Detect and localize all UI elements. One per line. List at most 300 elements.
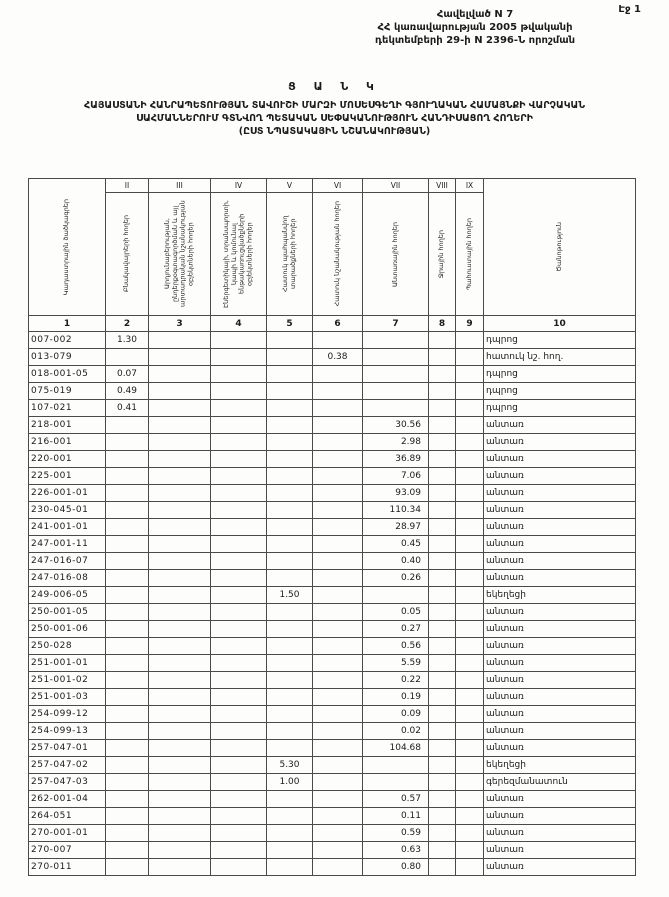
area-value-cell (149, 638, 211, 655)
column-number-9: 9 (456, 316, 484, 332)
area-value-cell (211, 825, 267, 842)
note-cell: անտառ (484, 434, 636, 451)
note-cell: անտառ (484, 451, 636, 468)
note-cell: եկեղեցի (484, 587, 636, 604)
cadastral-code-cell: 249-006-05 (29, 587, 106, 604)
column-number-4: 4 (211, 316, 267, 332)
column-header-codes (29, 179, 106, 316)
note-cell: անտառ (484, 842, 636, 859)
area-value-cell (456, 791, 484, 808)
table-row (29, 621, 636, 638)
area-value-cell: 0.38 (313, 349, 363, 366)
area-value-cell: 0.05 (363, 604, 429, 621)
table-row (29, 638, 636, 655)
area-value-cell (456, 400, 484, 417)
area-value-cell: 1.50 (267, 587, 313, 604)
area-value-cell (267, 808, 313, 825)
area-value-cell (149, 689, 211, 706)
table-row (29, 672, 636, 689)
cadastral-code-cell: 216-001 (29, 434, 106, 451)
cadastral-code-cell: 257-047-02 (29, 757, 106, 774)
area-value-cell (456, 468, 484, 485)
column-header-reserve-label: Պահուստային հողեր (464, 217, 473, 291)
area-value-cell (211, 349, 267, 366)
area-value-cell (313, 536, 363, 553)
column-header-reserve (456, 193, 484, 316)
note-cell: գերեզմանատուն (484, 774, 636, 791)
area-value-cell (429, 536, 456, 553)
area-value-cell (149, 451, 211, 468)
column-header-industry-label: Արդյունաբերության, ընդերքօգտագործման և այլ արտադրական նշանակության օբյեկտների հողեր (162, 200, 195, 308)
area-value-cell (211, 502, 267, 519)
roman-numeral-3: III (149, 179, 211, 193)
area-value-cell (211, 400, 267, 417)
area-value-cell (429, 689, 456, 706)
table-row (29, 332, 636, 349)
cadastral-code-cell: 250-001-06 (29, 621, 106, 638)
table-row (29, 791, 636, 808)
cadastral-code-cell: 270-001-01 (29, 825, 106, 842)
area-value-cell (211, 451, 267, 468)
area-value-cell (363, 349, 429, 366)
area-value-cell: 28.97 (363, 519, 429, 536)
document-title (4, 100, 665, 138)
cadastral-code-cell: 018-001-05 (29, 366, 106, 383)
area-value-cell (106, 349, 149, 366)
area-value-cell (456, 553, 484, 570)
area-value-cell (211, 536, 267, 553)
area-value-cell (456, 570, 484, 587)
area-value-cell (429, 485, 456, 502)
table-row (29, 757, 636, 774)
area-value-cell (211, 655, 267, 672)
table-row (29, 468, 636, 485)
area-value-cell (267, 689, 313, 706)
area-value-cell (429, 791, 456, 808)
area-value-cell (267, 859, 313, 876)
area-value-cell (211, 689, 267, 706)
area-value-cell (211, 706, 267, 723)
area-value-cell: 0.09 (363, 706, 429, 723)
area-value-cell (106, 468, 149, 485)
area-value-cell (267, 791, 313, 808)
area-value-cell (211, 519, 267, 536)
area-value-cell (106, 434, 149, 451)
area-value-cell (429, 383, 456, 400)
note-cell: հատուկ նշ. հող. (484, 349, 636, 366)
area-value-cell (149, 808, 211, 825)
area-value-cell (429, 604, 456, 621)
column-header-note (484, 179, 636, 316)
area-value-cell (313, 825, 363, 842)
area-value-cell (313, 638, 363, 655)
area-value-cell (267, 349, 313, 366)
area-value-cell (149, 536, 211, 553)
area-value-cell (267, 485, 313, 502)
area-value-cell (429, 774, 456, 791)
area-value-cell (267, 434, 313, 451)
area-value-cell (456, 383, 484, 400)
cadastral-code-cell: 251-001-02 (29, 672, 106, 689)
area-value-cell (106, 859, 149, 876)
page-number-label: Էջ 1 (618, 4, 641, 15)
cadastral-code-cell: 247-001-11 (29, 536, 106, 553)
area-value-cell (211, 383, 267, 400)
area-value-cell (313, 468, 363, 485)
column-number-6: 6 (313, 316, 363, 332)
cadastral-code-cell: 226-001-01 (29, 485, 106, 502)
area-value-cell (429, 621, 456, 638)
area-value-cell (106, 502, 149, 519)
table-row (29, 706, 636, 723)
area-value-cell (267, 519, 313, 536)
roman-numeral-4: IV (211, 179, 267, 193)
area-value-cell (313, 485, 363, 502)
area-value-cell: 93.09 (363, 485, 429, 502)
area-value-cell (149, 332, 211, 349)
area-value-cell (456, 349, 484, 366)
table-row (29, 434, 636, 451)
area-value-cell (313, 859, 363, 876)
area-value-cell (429, 706, 456, 723)
area-value-cell (149, 434, 211, 451)
area-value-cell (313, 723, 363, 740)
note-cell: անտառ (484, 791, 636, 808)
area-value-cell (267, 621, 313, 638)
area-value-cell (149, 468, 211, 485)
area-value-cell (313, 519, 363, 536)
area-value-cell (429, 672, 456, 689)
area-value-cell (456, 519, 484, 536)
area-value-cell (211, 366, 267, 383)
table-row (29, 349, 636, 366)
area-value-cell (313, 502, 363, 519)
cadastral-code-cell: 254-099-12 (29, 706, 106, 723)
area-value-cell (456, 434, 484, 451)
area-value-cell (456, 417, 484, 434)
area-value-cell (149, 621, 211, 638)
area-value-cell (267, 332, 313, 349)
column-header-protected-label: Հատուկ պահպանվող տարածքների հողեր (280, 215, 297, 293)
column-header-infrastructure (211, 193, 267, 316)
column-number-10: 10 (484, 316, 636, 332)
area-value-cell (456, 451, 484, 468)
area-value-cell (429, 638, 456, 655)
table-row (29, 604, 636, 621)
cadastral-code-cell: 075-019 (29, 383, 106, 400)
area-value-cell (456, 604, 484, 621)
area-value-cell (149, 655, 211, 672)
roman-numeral-row (29, 179, 636, 193)
area-value-cell (149, 587, 211, 604)
area-value-cell: 0.02 (363, 723, 429, 740)
column-header-settlement (106, 193, 149, 316)
area-value-cell (429, 451, 456, 468)
column-header-special (313, 193, 363, 316)
area-value-cell (211, 723, 267, 740)
area-value-cell (149, 842, 211, 859)
cadastral-code-cell: 107-021 (29, 400, 106, 417)
table-row (29, 842, 636, 859)
area-value-cell (429, 740, 456, 757)
column-header-codes-label: Կադաստրային ծածկագրեր (62, 198, 71, 296)
area-value-cell (456, 485, 484, 502)
area-value-cell (429, 859, 456, 876)
cadastral-code-cell: 007-002 (29, 332, 106, 349)
area-value-cell (456, 774, 484, 791)
area-value-cell (456, 638, 484, 655)
area-value-cell (313, 740, 363, 757)
note-cell: անտառ (484, 553, 636, 570)
area-value-cell (429, 553, 456, 570)
area-value-cell (106, 417, 149, 434)
cadastral-code-cell: 241-001-01 (29, 519, 106, 536)
table-row (29, 740, 636, 757)
cadastral-code-cell: 250-028 (29, 638, 106, 655)
area-value-cell (363, 757, 429, 774)
area-value-cell (106, 740, 149, 757)
area-value-cell: 0.57 (363, 791, 429, 808)
area-value-cell (267, 723, 313, 740)
area-value-cell (429, 417, 456, 434)
table-row (29, 502, 636, 519)
cadastral-code-cell: 247-016-07 (29, 553, 106, 570)
cadastral-code-cell: 257-047-01 (29, 740, 106, 757)
note-cell: անտառ (484, 604, 636, 621)
note-cell: անտառ (484, 825, 636, 842)
column-header-note-label: Ծանոթություն (554, 222, 563, 272)
area-value-cell (106, 791, 149, 808)
area-value-cell (106, 621, 149, 638)
cadastral-code-cell: 270-007 (29, 842, 106, 859)
area-value-cell (429, 587, 456, 604)
area-value-cell (211, 672, 267, 689)
area-value-cell (429, 842, 456, 859)
cadastral-code-cell: 270-011 (29, 859, 106, 876)
area-value-cell (363, 587, 429, 604)
area-value-cell (149, 383, 211, 400)
area-value-cell: 5.30 (267, 757, 313, 774)
area-value-cell (106, 485, 149, 502)
note-cell: անտառ (484, 740, 636, 757)
area-value-cell (429, 434, 456, 451)
cadastral-code-cell: 257-047-03 (29, 774, 106, 791)
area-value-cell (456, 706, 484, 723)
area-value-cell (456, 587, 484, 604)
area-value-cell (313, 553, 363, 570)
area-value-cell (456, 502, 484, 519)
table-row (29, 570, 636, 587)
land-table-body (29, 332, 636, 876)
area-value-cell (313, 655, 363, 672)
area-value-cell (313, 774, 363, 791)
column-header-forest-label: Անտառային հողեր (390, 221, 399, 287)
note-cell: անտառ (484, 468, 636, 485)
cadastral-code-cell: 225-001 (29, 468, 106, 485)
area-value-cell (313, 621, 363, 638)
area-value-cell: 0.11 (363, 808, 429, 825)
cadastral-code-cell: 251-001-01 (29, 655, 106, 672)
area-value-cell (456, 672, 484, 689)
area-value-cell (149, 349, 211, 366)
cadastral-code-cell: 264-051 (29, 808, 106, 825)
area-value-cell (267, 366, 313, 383)
cadastral-code-cell: 250-001-05 (29, 604, 106, 621)
area-value-cell (211, 740, 267, 757)
column-number-8: 8 (429, 316, 456, 332)
note-cell: անտառ (484, 655, 636, 672)
note-cell: անտառ (484, 485, 636, 502)
area-value-cell (106, 604, 149, 621)
area-value-cell (149, 400, 211, 417)
area-value-cell: 0.19 (363, 689, 429, 706)
column-header-special-label: Հատուկ նշանակության հողեր (332, 201, 341, 307)
area-value-cell (313, 808, 363, 825)
area-value-cell (313, 434, 363, 451)
area-value-cell (106, 774, 149, 791)
area-value-cell (106, 655, 149, 672)
title-line-1: ՀԱՅԱՍՏԱՆԻ ՀԱՆՐԱՊԵՏՈՒԹՅԱՆ ՏԱՎՈՒՇԻ ՄԱՐԶԻ ՄՈՍԵՍԳԵՂԻ ԳՅՈՒՂԱԿԱՆ ՀԱՄԱՅՆՔԻ ՎԱՐՉԱԿԱՆ (83, 100, 586, 111)
area-value-cell (267, 706, 313, 723)
note-cell: անտառ (484, 689, 636, 706)
area-value-cell (149, 570, 211, 587)
area-value-cell (149, 672, 211, 689)
area-value-cell (106, 723, 149, 740)
area-value-cell (267, 468, 313, 485)
area-value-cell (363, 383, 429, 400)
land-table (28, 178, 636, 876)
note-cell: անտառ (484, 621, 636, 638)
area-value-cell (429, 468, 456, 485)
column-header-industry (149, 193, 211, 316)
area-value-cell (149, 553, 211, 570)
area-value-cell (149, 757, 211, 774)
area-value-cell (456, 723, 484, 740)
area-value-cell (211, 774, 267, 791)
area-value-cell (267, 553, 313, 570)
area-value-cell (456, 655, 484, 672)
area-value-cell: 36.89 (363, 451, 429, 468)
area-value-cell (211, 468, 267, 485)
area-value-cell: 0.63 (363, 842, 429, 859)
roman-numeral-6: VI (313, 179, 363, 193)
area-value-cell (211, 332, 267, 349)
area-value-cell: 0.49 (106, 383, 149, 400)
title-line-2: ՍԱՀՄԱՆՆԵՐՈՒՄ ԳՏՆՎՈՂ ՊԵՏԱԿԱՆ ՍԵՓԱԿԱՆՈՒԹՅՈՒՆ ՀԱՆԴԻՍԱՑՈՂ ՀՈՂԵՐԻ (136, 112, 533, 124)
area-value-cell (106, 706, 149, 723)
area-value-cell (149, 604, 211, 621)
area-value-cell (211, 791, 267, 808)
area-value-cell: 30.56 (363, 417, 429, 434)
column-header-forest (363, 193, 429, 316)
area-value-cell (456, 740, 484, 757)
area-value-cell (456, 859, 484, 876)
area-value-cell (313, 842, 363, 859)
area-value-cell (211, 587, 267, 604)
area-value-cell: 1.30 (106, 332, 149, 349)
area-value-cell (313, 587, 363, 604)
area-value-cell (211, 434, 267, 451)
area-value-cell (211, 621, 267, 638)
table-row (29, 808, 636, 825)
area-value-cell (313, 383, 363, 400)
area-value-cell: 0.40 (363, 553, 429, 570)
area-value-cell (106, 587, 149, 604)
column-header-infrastructure-label: Էներգետիկայի, տրանսպորտի, կապի և կոմունալ ենթակառուցվածքների օբյեկտների հողեր (221, 200, 254, 308)
area-value-cell (313, 757, 363, 774)
area-value-cell (267, 417, 313, 434)
area-value-cell (456, 825, 484, 842)
area-value-cell (363, 366, 429, 383)
note-cell: դպրոց (484, 332, 636, 349)
table-row (29, 451, 636, 468)
cadastral-code-cell: 013-079 (29, 349, 106, 366)
roman-numeral-5: V (267, 179, 313, 193)
column-header-protected (267, 193, 313, 316)
cadastral-code-cell: 262-001-04 (29, 791, 106, 808)
area-value-cell (106, 689, 149, 706)
column-number-7: 7 (363, 316, 429, 332)
appendix-line-3: դեկտեմբերի 29-ի N 2396-Ն որոշման (374, 35, 576, 46)
area-value-cell (313, 689, 363, 706)
area-value-cell (211, 553, 267, 570)
area-value-cell (106, 536, 149, 553)
area-value-cell (429, 349, 456, 366)
area-value-cell (429, 723, 456, 740)
area-value-cell (313, 417, 363, 434)
area-value-cell: 104.68 (363, 740, 429, 757)
document-caption: Ց Ա Ն Կ (288, 80, 381, 93)
area-value-cell (313, 451, 363, 468)
area-value-cell (106, 808, 149, 825)
area-value-cell (429, 655, 456, 672)
area-value-cell (456, 536, 484, 553)
cadastral-code-cell: 230-045-01 (29, 502, 106, 519)
area-value-cell (267, 638, 313, 655)
area-value-cell (267, 383, 313, 400)
table-row (29, 519, 636, 536)
note-cell: դպրոց (484, 366, 636, 383)
area-value-cell: 0.27 (363, 621, 429, 638)
area-value-cell: 110.34 (363, 502, 429, 519)
area-value-cell (313, 672, 363, 689)
area-value-cell (267, 604, 313, 621)
note-cell: անտառ (484, 502, 636, 519)
area-value-cell (267, 400, 313, 417)
area-value-cell (456, 757, 484, 774)
area-value-cell (211, 604, 267, 621)
area-value-cell (313, 400, 363, 417)
note-cell: անտառ (484, 536, 636, 553)
area-value-cell (456, 689, 484, 706)
area-value-cell (211, 757, 267, 774)
area-value-cell (429, 570, 456, 587)
area-value-cell (106, 553, 149, 570)
area-value-cell: 5.59 (363, 655, 429, 672)
area-value-cell (211, 417, 267, 434)
area-value-cell (106, 757, 149, 774)
note-cell: անտառ (484, 638, 636, 655)
area-value-cell (313, 366, 363, 383)
area-value-cell (149, 417, 211, 434)
area-value-cell (313, 604, 363, 621)
area-value-cell (363, 774, 429, 791)
area-value-cell: 0.07 (106, 366, 149, 383)
note-cell: անտառ (484, 570, 636, 587)
cadastral-code-cell: 247-016-08 (29, 570, 106, 587)
column-number-5: 5 (267, 316, 313, 332)
area-value-cell: 0.59 (363, 825, 429, 842)
